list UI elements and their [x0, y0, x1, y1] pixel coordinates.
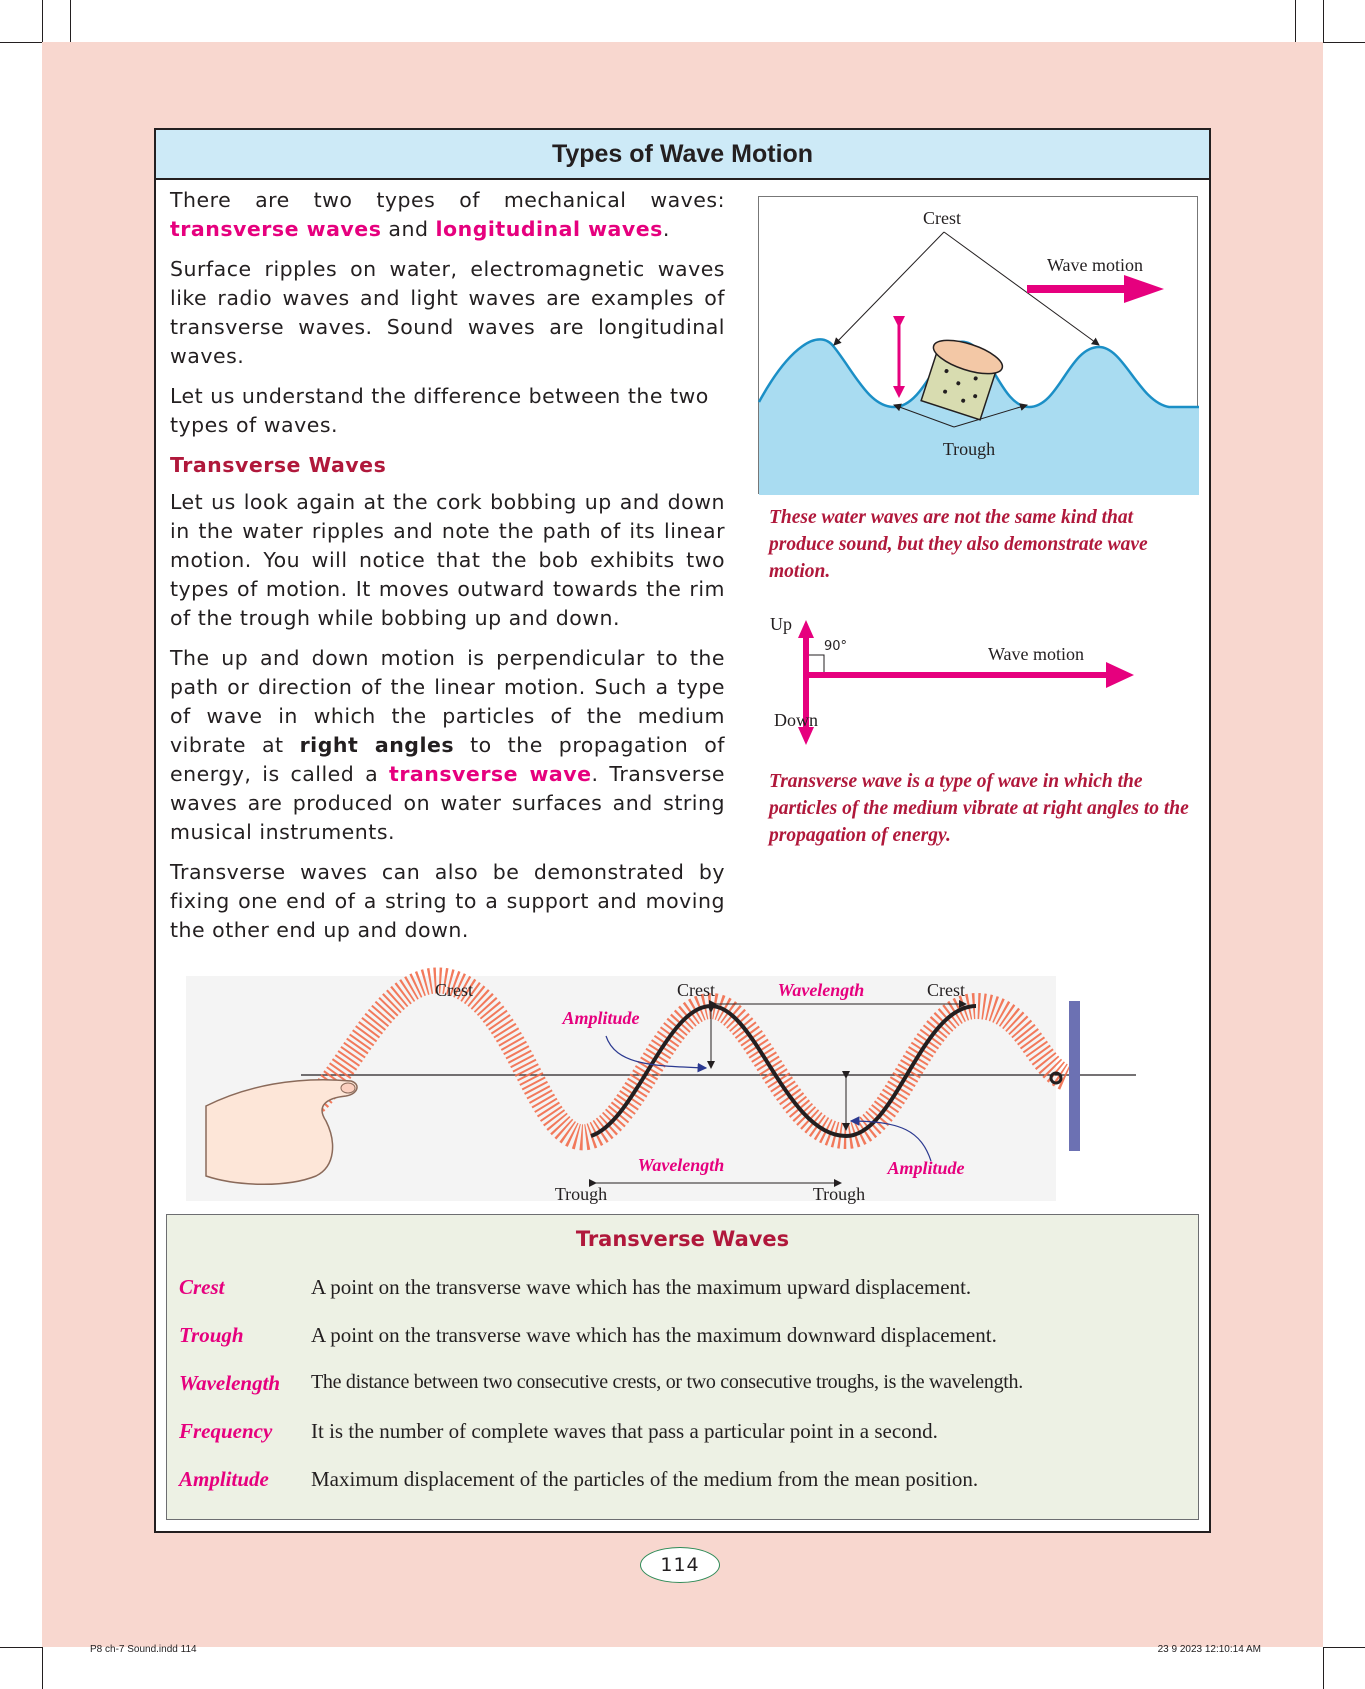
amplitude-label-top: Amplitude: [562, 1008, 640, 1028]
wave-motion-label: Wave motion: [987, 644, 1085, 664]
paragraph-intro: [170, 186, 725, 244]
crop-mark: [42, 0, 43, 42]
water-wave-figure: [758, 196, 1198, 494]
highlight-transverse-wave: transverse wave: [389, 762, 592, 786]
definition-desc: Maximum displacement of the particles of the medium from the mean position.: [311, 1467, 979, 1491]
definition-term: Amplitude: [179, 1467, 269, 1491]
trough-label: Trough: [942, 439, 996, 459]
axes-figure: [770, 610, 1176, 750]
crest-label-2: Crest: [677, 980, 715, 1000]
definition-row: [179, 1419, 1189, 1459]
axes-caption: Transverse wave is a type of wave in which the particles of the medium vibrate at right angles to the propagation of energy.: [769, 771, 1189, 846]
crop-mark: [1323, 1647, 1324, 1689]
slug-right: 23 9 2023 12:10:14 AM: [1157, 1644, 1261, 1655]
water-wave-caption: These water waves are not the same kind that produce sound, but they also demonstrate wave motion.: [769, 507, 1148, 582]
slug-left: P8 ch-7 Sound.indd 114: [90, 1644, 197, 1655]
definition-desc: It is the number of complete waves that pass a particular point in a second.: [311, 1419, 938, 1443]
crop-mark: [1323, 1647, 1365, 1648]
string-wave-svg: [186, 946, 1146, 1204]
string-wave-figure: [186, 946, 1146, 1204]
body-text: [170, 186, 725, 956]
wavelength-label-top: Wavelength: [777, 980, 865, 1000]
wave-motion-arrow: [803, 662, 1134, 688]
up-label: Up: [770, 614, 792, 634]
definition-desc: A point on the transverse wave which has the maximum downward displacement.: [311, 1323, 997, 1347]
paragraph-string: Transverse waves can also be demonstrated by fixing one end of a string to a support and moving the other end up and down.: [170, 860, 725, 942]
paragraph-examples: Surface ripples on water, electromagnetic waves like radio waves and light waves are examples of transverse waves. Sound waves are longitudinal waves.: [170, 257, 725, 368]
angle-label: 90°: [824, 639, 848, 654]
text: to the propagation of energy, is called a: [170, 733, 726, 786]
down-label: Down: [774, 710, 818, 730]
trough-label-2: Trough: [812, 1184, 866, 1204]
paragraph-difference: Let us understand the difference between the two types of waves.: [170, 384, 709, 437]
crop-mark: [1323, 42, 1365, 43]
crop-mark: [1323, 0, 1324, 42]
definition-term: Frequency: [179, 1419, 273, 1443]
text: .: [662, 217, 670, 241]
highlight-longitudinal-waves: longitudinal waves: [435, 217, 663, 241]
down-arrow: [798, 672, 814, 745]
page-title: Types of Wave Motion: [551, 139, 814, 168]
definition-row: [179, 1275, 1189, 1315]
definition-desc: The distance between two consecutive crests, or two consecutive troughs, is the wavelength.: [311, 1371, 1023, 1393]
paragraph-perpendicular: [170, 644, 725, 847]
title-bar: [156, 130, 1209, 180]
definitions-title: Transverse Waves: [575, 1227, 790, 1251]
wave-motion-arrow: [1027, 275, 1164, 303]
definition-desc: A point on the transverse wave which has the maximum upward displacement.: [311, 1275, 972, 1299]
definition-row: [179, 1323, 1189, 1363]
axes-svg: [770, 610, 1176, 750]
definition-row: [179, 1467, 1189, 1507]
wave-motion-label: Wave motion: [1046, 255, 1144, 275]
text: and: [381, 217, 436, 241]
definition-term: Crest: [179, 1275, 225, 1299]
trough-label-1: Trough: [554, 1184, 608, 1204]
text: There are two types of mechanical waves:: [170, 188, 725, 212]
crest-label-3: Crest: [927, 980, 965, 1000]
page-number: 114: [640, 1547, 720, 1583]
up-arrow: [798, 620, 814, 672]
subheading-transverse-waves: Transverse Waves: [170, 453, 387, 477]
amplitude-label-bottom: Amplitude: [887, 1158, 965, 1178]
support-post: [1069, 1001, 1080, 1151]
definition-term: Trough: [179, 1323, 244, 1347]
text: . Transverse waves are produced on water surfaces and string musical instruments.: [170, 762, 725, 844]
crop-mark: [42, 1647, 43, 1689]
crest-label: Crest: [923, 208, 961, 228]
bold-right-angles: right angles: [299, 733, 455, 757]
paragraph-cork: Let us look again at the cork bobbing up and down in the water ripples and note the path of its linear motion. You will notice that the bob exhibits two types of motion. It moves outward towards the rim of the trough while bobbing up and down.: [170, 490, 725, 630]
definition-term: Wavelength: [179, 1371, 281, 1395]
crest-label-1: Crest: [435, 980, 473, 1000]
content-frame: [154, 128, 1211, 1533]
water-wave-svg: [759, 197, 1199, 495]
text: The up and down motion is perpendicular to the path or direction of the linear motion. Such a type of wave in which the particles of the medium vibrate at: [170, 646, 725, 757]
definition-row: [179, 1371, 1189, 1411]
crop-mark: [0, 42, 42, 43]
wavelength-label-bottom: Wavelength: [637, 1155, 725, 1175]
highlight-transverse-waves: transverse waves: [170, 217, 382, 241]
definitions-box: [166, 1214, 1199, 1520]
crop-mark: [0, 1647, 42, 1648]
